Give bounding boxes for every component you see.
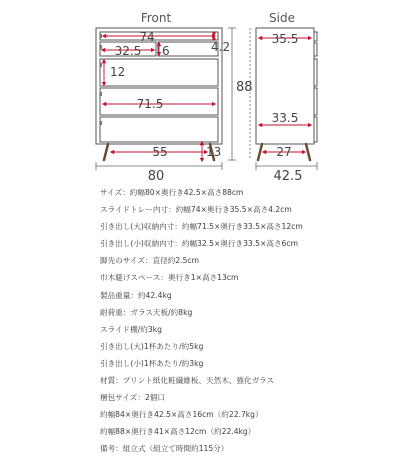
side-leg-front xyxy=(306,144,310,160)
dimension-diagram xyxy=(0,0,400,180)
dim-tray-width: 74 xyxy=(139,30,155,44)
front-label: Front xyxy=(140,11,172,25)
spec-line: スライドトレー内寸：約幅74×奥行き35.5×高さ4.2cm xyxy=(100,205,292,215)
spec-line: 巾木避けスペース：奥行き1×高さ13cm xyxy=(100,273,239,283)
handle xyxy=(100,63,102,67)
side-drawer-front xyxy=(314,59,317,86)
spec-line: 脚先のサイズ：直径約2.5cm xyxy=(100,256,199,266)
dim-leg-span: 55 xyxy=(152,145,168,159)
side-dimension-lines xyxy=(260,38,310,152)
spec-line: 引き出し(大)収納内寸：約幅71.5×奥行き33.5×高さ12cm xyxy=(100,222,303,232)
tray-height-marker xyxy=(212,31,215,34)
dim-tray-height: 4.2 xyxy=(211,40,231,54)
side-drawer-front xyxy=(314,88,317,115)
dim-total-height: 88 xyxy=(236,80,253,95)
dim-tray-depth: 35.5 xyxy=(271,32,299,46)
dim-total-depth: 42.5 xyxy=(273,169,303,180)
side-drawer-front xyxy=(314,32,317,41)
dim-large-drawer-width: 71.5 xyxy=(136,97,164,111)
spec-line: 引き出し(小)収納内寸：約幅32.5×奥行き33.5×高さ6cm xyxy=(100,239,298,249)
side-drawer-front xyxy=(314,117,317,142)
handle xyxy=(100,45,102,49)
side-label: Side xyxy=(269,11,295,25)
spec-line: 引き出し(大)1杯あたり/約5kg xyxy=(100,341,204,351)
handle xyxy=(100,34,102,38)
dim-large-drawer-height: 12 xyxy=(110,65,126,79)
spec-line: 約幅84×奥行き42.5×高さ16cm（約22.7kg） xyxy=(100,410,263,420)
dim-drawer-depth: 33.5 xyxy=(271,111,299,125)
spec-list xyxy=(100,184,400,458)
dim-small-drawer-height: 6 xyxy=(162,44,170,58)
handle xyxy=(100,121,102,125)
dim-plinth-height: 13 xyxy=(206,145,222,159)
dim-side-leg-span: 27 xyxy=(276,145,292,159)
dim-small-drawer-width: 32.5 xyxy=(114,44,142,58)
front-large-drawer-3 xyxy=(100,117,218,142)
spec-line: 耐荷重：ガラス天板/約8kg xyxy=(100,307,193,317)
handle xyxy=(100,92,102,96)
spec-line: 備考：組立式（組立て時間約115分） xyxy=(100,444,229,454)
spec-line: サイズ：約幅80×奥行き42.5×高さ88cm xyxy=(100,188,244,197)
spec-line: スライド棚/約3kg xyxy=(100,324,162,334)
side-drawer-front xyxy=(314,43,317,56)
spec-line: 材質：プリント紙化粧繊維板、天然木、強化ガラス xyxy=(100,376,275,386)
spec-line: 梱包サイズ：2個口 xyxy=(100,393,165,403)
spec-line: 約幅88×奥行き41×高さ12cm（約22.4kg） xyxy=(100,427,256,437)
dim-total-width: 80 xyxy=(147,169,165,180)
spec-line: 製品重量：約42.4kg xyxy=(100,290,172,300)
spec-line: 引き出し(小)1杯あたり/約3kg xyxy=(100,358,204,368)
side-leg-back xyxy=(258,144,262,160)
front-leg-left xyxy=(104,144,108,160)
